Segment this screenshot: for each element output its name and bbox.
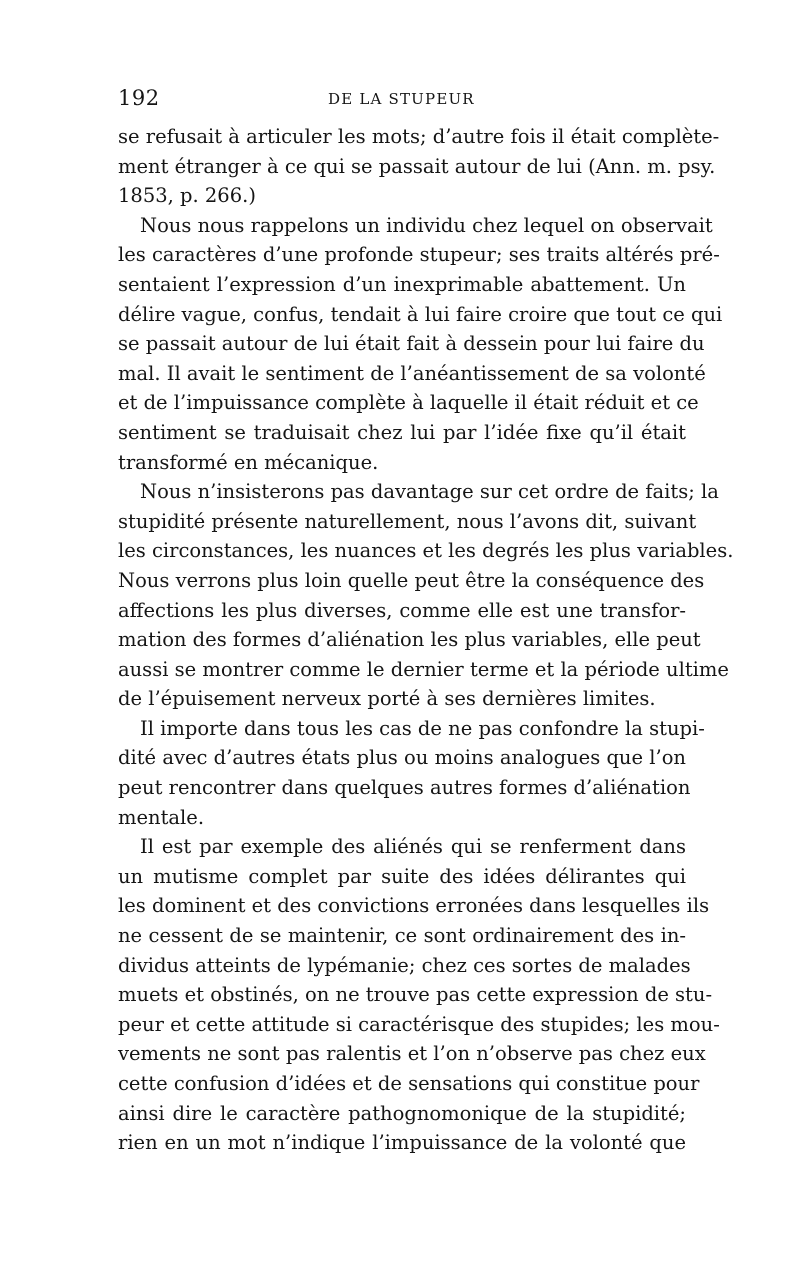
text-line: un mutisme complet par suite des idées délirantes qui xyxy=(118,864,686,888)
text-line: dité avec d’autres états plus ou moins analogues que l’on xyxy=(118,746,686,770)
text-line: Il est par exemple des aliénés qui se renferment dans xyxy=(140,835,686,859)
text-line: les caractères d’une profonde stupeur; ses traits altérés pré- xyxy=(118,243,720,267)
text-line: ment étranger à ce qui se passait autour de lui (Ann. m. psy. xyxy=(118,154,716,178)
text-line: de l’épuisement nerveux porté à ses dernières limites. xyxy=(118,687,656,711)
text-line: mentale. xyxy=(118,805,205,829)
text-line: aussi se montrer comme le dernier terme et la période ultime xyxy=(118,657,729,681)
text-line: transformé en mécanique. xyxy=(118,450,379,474)
text-line: sentiment se traduisait chez lui par l’idée fixe qu’il était xyxy=(118,420,686,444)
text-line: ainsi dire le caractère pathognomonique de la stupidité; xyxy=(118,1101,686,1125)
text-line: Nous n’insisterons pas davantage sur cet ordre de faits; la xyxy=(140,480,719,504)
text-line: délire vague, confus, tendait à lui faire croire que tout ce qui xyxy=(118,302,723,326)
text-line: les circonstances, les nuances et les degrés les plus variables. xyxy=(118,539,734,563)
text-line: muets et obstinés, on ne trouve pas cette expression de stu- xyxy=(118,983,713,1007)
text-line: peut rencontrer dans quelques autres formes d’aliénation xyxy=(118,776,691,800)
text-line: dividus atteints de lypémanie; chez ces sortes de malades xyxy=(118,953,691,977)
text-line: les dominent et des convictions erronées dans lesquelles ils xyxy=(118,894,710,918)
text-line: Nous verrons plus loin quelle peut être la conséquence des xyxy=(118,568,705,592)
body-text xyxy=(118,122,734,1158)
text-line: affections les plus diverses, comme elle est une transfor- xyxy=(118,598,686,622)
text-line: rien en un mot n’indique l’impuissance de la volonté que xyxy=(118,1131,686,1155)
text-line: cette confusion d’idées et de sensations qui constitue pour xyxy=(118,1072,700,1095)
text-line: 1853, p. 266.) xyxy=(118,184,256,208)
text-line: et de l’impuissance complète à laquelle il était réduit et ce xyxy=(118,391,699,415)
text-line: vements ne sont pas ralentis et l’on n’observe pas chez eux xyxy=(118,1042,706,1066)
text-line: Il importe dans tous les cas de ne pas confondre la stupi- xyxy=(140,716,705,740)
text-line: se refusait à articuler les mots; d’autre fois il était complète- xyxy=(118,125,720,148)
page-number: 192 xyxy=(118,86,160,110)
text-line: Nous nous rappelons un individu chez lequel on observait xyxy=(140,213,713,237)
text-line: ne cessent de se maintenir, ce sont ordinairement des in- xyxy=(118,924,686,948)
text-line: mal. Il avait le sentiment de l’anéantissement de sa volonté xyxy=(118,361,706,385)
text-line: sentaient l’expression d’un inexprimable abattement. Un xyxy=(118,272,686,296)
text-line: peur et cette attitude si caractérisque des stupides; les mou- xyxy=(118,1012,720,1036)
running-title: DE LA STUPEUR xyxy=(328,90,475,108)
text-line: mation des formes d’aliénation les plus variables, elle peut xyxy=(118,628,701,652)
running-header xyxy=(118,86,678,114)
text-line: se passait autour de lui était fait à dessein pour lui faire du xyxy=(118,332,705,356)
text-line: stupidité présente naturellement, nous l’avons dit, suivant xyxy=(118,509,697,533)
